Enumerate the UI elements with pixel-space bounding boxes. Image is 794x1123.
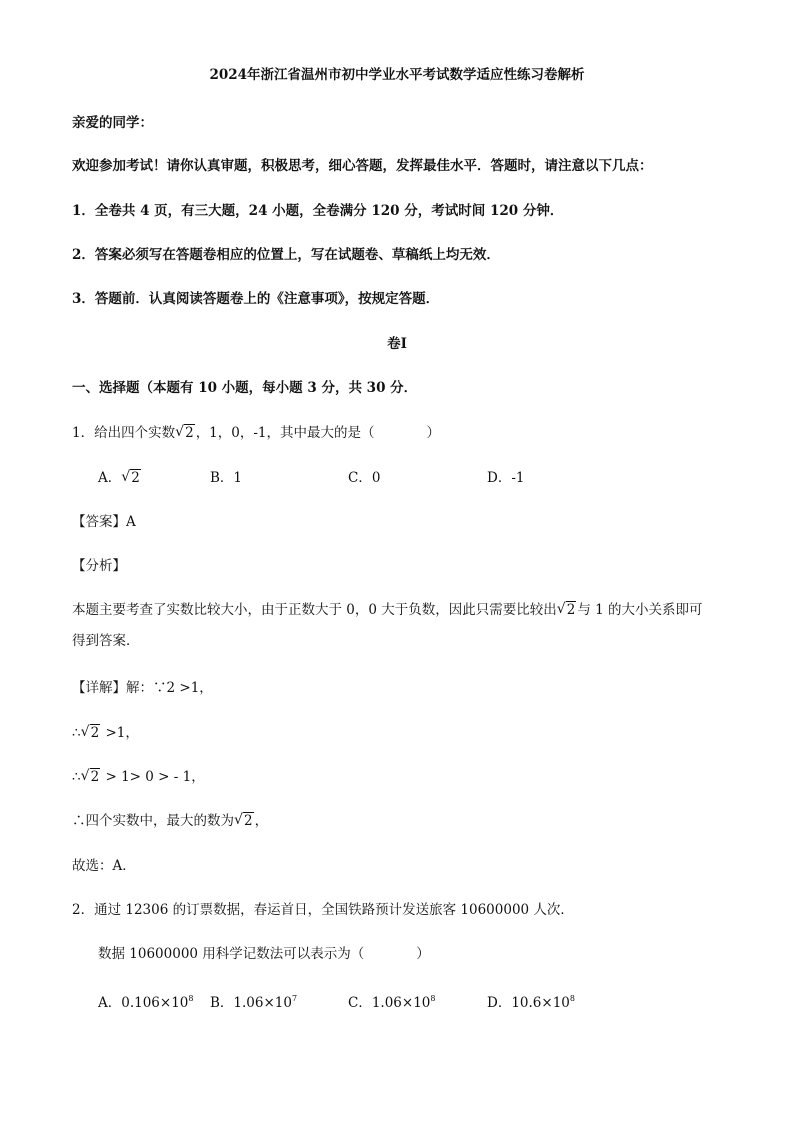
sqrt-symbol (176, 424, 195, 442)
q1-step-1 (72, 724, 139, 742)
q2-option-d-text: D．10.6×10 (487, 995, 570, 1011)
q1-step2-radicand: 2 (90, 769, 100, 785)
q2-option-d-exponent: 8 (569, 994, 575, 1003)
sqrt-symbol (82, 724, 101, 742)
sqrt-symbol (82, 768, 101, 786)
q2-option-b-exponent: 7 (291, 994, 298, 1003)
q1-option-a-radicand: 2 (131, 470, 140, 486)
q2-sub-pre: 数据 10600000 用科学记数法可以表示为（ (98, 946, 365, 962)
sqrt-symbol (122, 469, 141, 487)
volume-heading: 卷Ⅰ (387, 336, 407, 352)
q1-option-a-label: A． (98, 470, 122, 486)
q1-analysis-post: 与 1 的大小关系即可 (577, 602, 703, 618)
q1-option-c: C．0 (348, 470, 381, 486)
q1-stem-close: ） (426, 425, 441, 441)
q1-detail: 【详解】解：∵2 >1， (72, 680, 213, 696)
q2-option-a-text: A．0.106×10 (98, 995, 189, 1011)
q1-option-b: B．1 (210, 470, 243, 486)
q1-stem-post: ，1，0，-1，其中最大的是（ (195, 425, 375, 441)
q1-step-2 (72, 768, 205, 786)
question-1-stem (72, 424, 440, 442)
question-2-sub (98, 945, 430, 963)
q2-option-b-text: B．1.06×10 (210, 995, 292, 1011)
q2-sub-close: ） (416, 946, 430, 962)
note-2: 2．答案必须写在答题卷相应的位置上，写在试题卷、草稿纸上均无效． (72, 247, 500, 263)
q1-analysis-tag: 【分析】 (72, 558, 126, 574)
sqrt-symbol (558, 601, 577, 619)
q2-option-c-exponent: 8 (430, 994, 436, 1003)
welcome-text: 欢迎参加考试！请你认真审题，积极思考，细心答题，发挥最佳水平．答题时，请注意以下几点： (72, 158, 653, 174)
q1-analysis (72, 601, 703, 619)
q1-step3-post: ， (254, 813, 269, 829)
q1-step3-pre: ∴四个实数中，最大的数为 (72, 813, 234, 829)
greeting: 亲爱的同学： (72, 115, 153, 131)
q2-option-c (348, 990, 435, 1012)
q1-option-d: D．-1 (487, 470, 525, 486)
q1-answer: 【答案】A (72, 514, 136, 530)
q1-step2-post: > 1> 0 > - 1， (101, 769, 205, 785)
q1-step1-radicand: 2 (90, 725, 100, 741)
page-title: 2024年浙江省温州市初中学业水平考试数学适应性练习卷解析 (209, 67, 585, 83)
q1-stem-pre: 1．给出四个实数 (72, 425, 176, 441)
q1-step-3 (72, 812, 268, 830)
q1-radicand: 2 (185, 425, 194, 441)
therefore-symbol: ∴ (72, 725, 81, 741)
q1-option-a (98, 469, 142, 487)
q1-choice: 故选：A． (72, 858, 136, 874)
q1-analysis-line2: 得到答案． (72, 633, 140, 649)
therefore-symbol: ∴ (72, 769, 81, 785)
q2-option-c-text: C．1.06×10 (348, 995, 431, 1011)
q1-step1-post: >1， (101, 725, 139, 741)
question-2-stem: 2．通过 12306 的订票数据，春运首日，全国铁路预计发送旅客 10600000 人次． (72, 902, 574, 918)
section-heading: 一、选择题（本题有 10 小题，每小题 3 分，共 30 分． (72, 380, 418, 396)
note-3: 3．答题前．认真阅读答题卷上的《注意事项》，按规定答题． (72, 291, 440, 307)
note-1: 1．全卷共 4 页，有三大题，24 小题，全卷满分 120 分，考试时间 120 分钟． (72, 203, 564, 219)
sqrt-symbol (235, 812, 254, 830)
q2-option-a-exponent: 8 (188, 994, 194, 1003)
q1-analysis-radicand: 2 (566, 602, 576, 618)
q2-option-a (98, 990, 193, 1012)
q1-analysis-pre: 本题主要考查了实数比较大小，由于正数大于 0，0 大于负数，因此只需要比较出 (72, 602, 557, 618)
q2-option-d (487, 990, 575, 1012)
q1-step3-radicand: 2 (244, 813, 253, 829)
q2-option-b (210, 990, 297, 1012)
